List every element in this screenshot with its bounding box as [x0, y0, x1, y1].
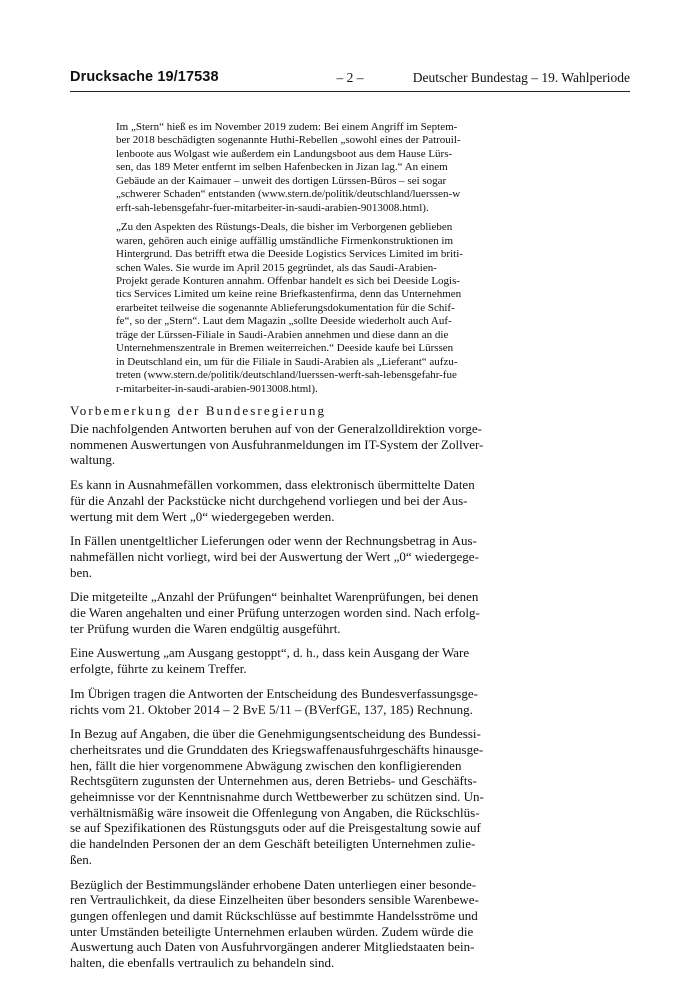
quote-paragraph: Im „Stern“ hieß es im November 2019 zudem: Bei einem Angriff im Septem- ber 2018 beschädigten sogenannte Huthi-Rebellen „sowohl eines der Patrouil- lenboote aus Wolgast wie außerdem ein Landungsboot aus dem Hause Lürs- sen, das 189 Meter entfernt im selben Hafenbecken in Jizan lag.“ An einem Gebäude an der Kaimauer – unweit des dortigen Lürssen-Büros – sei sogar „schwerer Schaden“ entstanden (www.stern.de/politik/deutschland/luerssen-w erft-sah-lebensgefahr-fuer-mitarbeiter-in-saudi-arabien-9013008.html).	[116, 121, 461, 214]
body-paragraph: Bezüglich der Bestimmungsländer erhobene Daten unterliegen einer besonde- ren Vertraulichkeit, da diese Einzelheiten über besonders sensible Warenbewe- gungen offenlegen und damit Rückschlüsse auf bestimmte Handelsströme und unter Umständen beteiligte Unternehmen erlauben würden. Zudem würde die Auswertung auch Daten von Ausfuhrvorgängen anderer Mitgliedstaaten bein- halten, die ebenfalls vertraulich zu behandeln sind.	[70, 876, 479, 971]
body-paragraph: In Fällen unentgeltlicher Lieferungen oder wenn der Rechnungsbetrag in Aus- nahmefällen nicht vorliegt, wird bei der Auswertung der Wert „0“ wiedergege- ben.	[70, 533, 479, 580]
body-paragraph: In Bezug auf Angaben, die über die Genehmigungsentscheidung des Bundessi- cherheitsrates und die Grunddaten des Kriegswaffenausfuhrgeschäfts hinausge- hen, fällt die hier vorgenommene Abwägung zwischen den konfligierenden Rechtsgütern zugunsten der Unternehmen aus, deren Betriebs- und Geschäfts- geheimnisse vor der Kenntnisnahme durch Wettbewerber zu schützen sind. Un- verhältnismäßig wäre insoweit die Offenlegung von Angaben, die Rückschlüs- se auf Spezifikationen des Rüstungsguts oder auf die Preisgestaltung sowie auf die handelnden Personen der an dem Geschäft beteiligten Unternehmen zulie- ßen.	[70, 726, 484, 867]
body-text	[70, 421, 630, 980]
body-paragraph: Eine Auswertung „am Ausgang gestoppt“, d. h., dass kein Ausgang der Ware erfolgte, führte zu keinem Treffer.	[70, 645, 470, 677]
header-divider	[70, 91, 630, 92]
body-paragraph: Im Übrigen tragen die Antworten der Entscheidung des Bundesverfassungsge- richts vom 21. Oktober 2014 – 2 BvE 5/11 – (BVerfGE, 137, 185) Rechnung.	[70, 685, 478, 717]
section-heading: Vorbemerkung der Bundesregierung	[70, 403, 327, 418]
legislative-period: Deutscher Bundestag – 19. Wahlperiode	[412, 70, 630, 85]
body-paragraph: Die nachfolgenden Antworten beruhen auf von der Generalzolldirektion vorge- nommenen Auswertungen von Ausfuhranmeldungen im IT-System der Zollver- waltung.	[70, 421, 484, 468]
page-header	[70, 69, 630, 91]
quoted-block	[116, 121, 630, 402]
document-number: Drucksache 19/17538	[70, 69, 219, 85]
body-paragraph: Die mitgeteilte „Anzahl der Prüfungen“ beinhaltet Warenprüfungen, bei denen die Waren angehalten und einer Prüfung unterzogen worden sind. Nach erfolg- ter Prüfung wurden die Waren endgültig ausgeführt.	[70, 589, 480, 636]
page-number: – 2 –	[336, 70, 364, 85]
quote-paragraph: „Zu den Aspekten des Rüstungs-Deals, die bisher im Verborgenen geblieben waren, gehören auch einige auffällig umständliche Firmenkonstruktionen im Hintergrund. Das betrifft etwa die Deeside Logistics Services Limited im briti- schen Wales. Sie wurde im April 2015 gegründet, als das Saudi-Arabien- Projekt gerade Konturen annahm. Offenbar handelt es sich bei Deeside Logis- tics Services Limited um keine reine Briefkastenfirma, denn das Unternehmen erarbeitet teilweise die sogenannte Ablieferungsdokumentation für die Schif- fe“, so der „Stern“. Laut dem Magazin „sollte Deeside wiederholt auch Auf- träge der Lürssen-Filiale in Saudi-Arabien annehmen und diese dann an die Unternehmenszentrale in Bremen weiterreichen.“ Deeside kaufe bei Lürssen in Deutschland ein, um für die Filiale in Saudi-Arabien als „Lieferant“ aufzu- treten (www.stern.de/politik/deutschland/luerssen-werft-sah-lebensgefahr-fue r-mitarbeiter-in-saudi-arabien-9013008.html).	[116, 221, 463, 395]
body-paragraph: Es kann in Ausnahmefällen vorkommen, dass elektronisch übermittelte Daten für die Anzahl der Packstücke nicht durchgehend vorliegen und bei der Aus- wertung mit dem Wert „0“ wiedergegeben werden.	[70, 477, 475, 524]
